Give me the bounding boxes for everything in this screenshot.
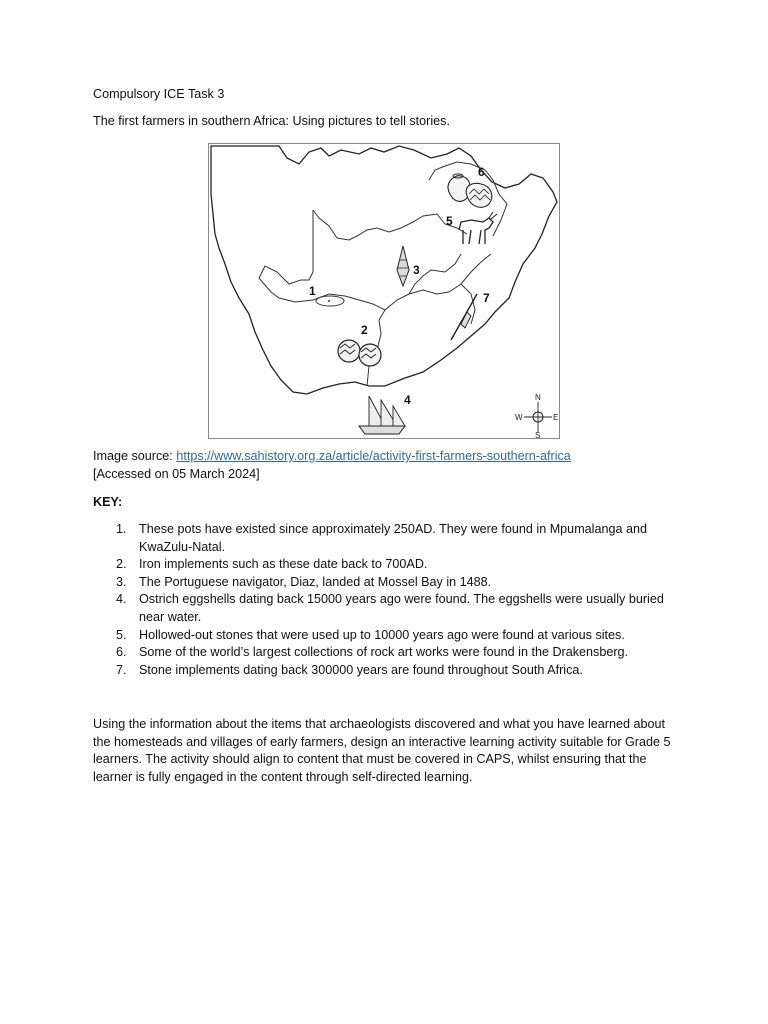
item-2-pots [338,340,381,366]
map-drawing [209,144,559,438]
source-label: Image source: [93,449,173,463]
item-6-clay-pots [448,174,492,207]
svg-text:N: N [535,393,541,402]
svg-text:S: S [535,431,541,438]
key-item: 1. These pots have existed since approximately 250AD. They were found in Mpumalanga and KwaZulu-Natal. [116,522,648,554]
item-4-ship [359,396,405,434]
marker-2: 2 [361,323,368,337]
key-item: 5. Hollowed-out stones that were used up to 10000 years ago were found at various sites. [116,627,625,642]
task-instructions: Using the information about the items that archaeologists discovered and what you have learned about the homesteads and villages of early farmers, design an interactive learning activity suitable for Grade 5 learners. The activity should align to content that must be covered in CAPS, whilst ensuring that the learner is fully engaged in the content through self-directed learning. [93,717,671,784]
marker-5: 5 [446,214,453,228]
task-heading: Compulsory ICE Task 3 [93,87,225,101]
key-item: 3. The Portuguese navigator, Diaz, landed at Mossel Bay in 1488. [116,574,492,589]
key-list [93,521,683,679]
marker-3: 3 [413,263,420,277]
compass-icon [515,393,558,438]
source-link[interactable]: https://www.sahistory.org.za/article/activity-first-farmers-southern-africa [176,449,571,463]
marker-6: 6 [478,165,485,179]
border-line [313,210,467,240]
key-item: 2. Iron implements such as these date back to 700AD. [116,557,428,572]
key-item: 7. Stone implements dating back 300000 years are found throughout South Africa. [116,662,583,677]
border-line [259,210,313,284]
marker-7: 7 [483,291,490,305]
south-africa-map [208,143,560,439]
key-title: KEY: [93,495,123,509]
key-item: 4. Ostrich eggshells dating back 15000 years ago were found. The eggshells were usually buried near water. [116,592,664,624]
key-item: 6. Some of the world’s largest collections of rock art works were found in the Drakensberg. [116,645,629,660]
svg-text:E: E [553,413,559,422]
marker-1: 1 [309,284,316,298]
task-subtitle: The first farmers in southern Africa: Using pictures to tell stories. [93,113,450,128]
svg-text:W: W [515,413,523,422]
item-3-spearhead [397,246,409,286]
document-page [93,86,683,784]
accessed-date: [Accessed on 05 March 2024] [93,466,260,481]
item-5-animal [459,212,497,244]
marker-4: 4 [404,393,411,407]
image-source [93,448,693,483]
